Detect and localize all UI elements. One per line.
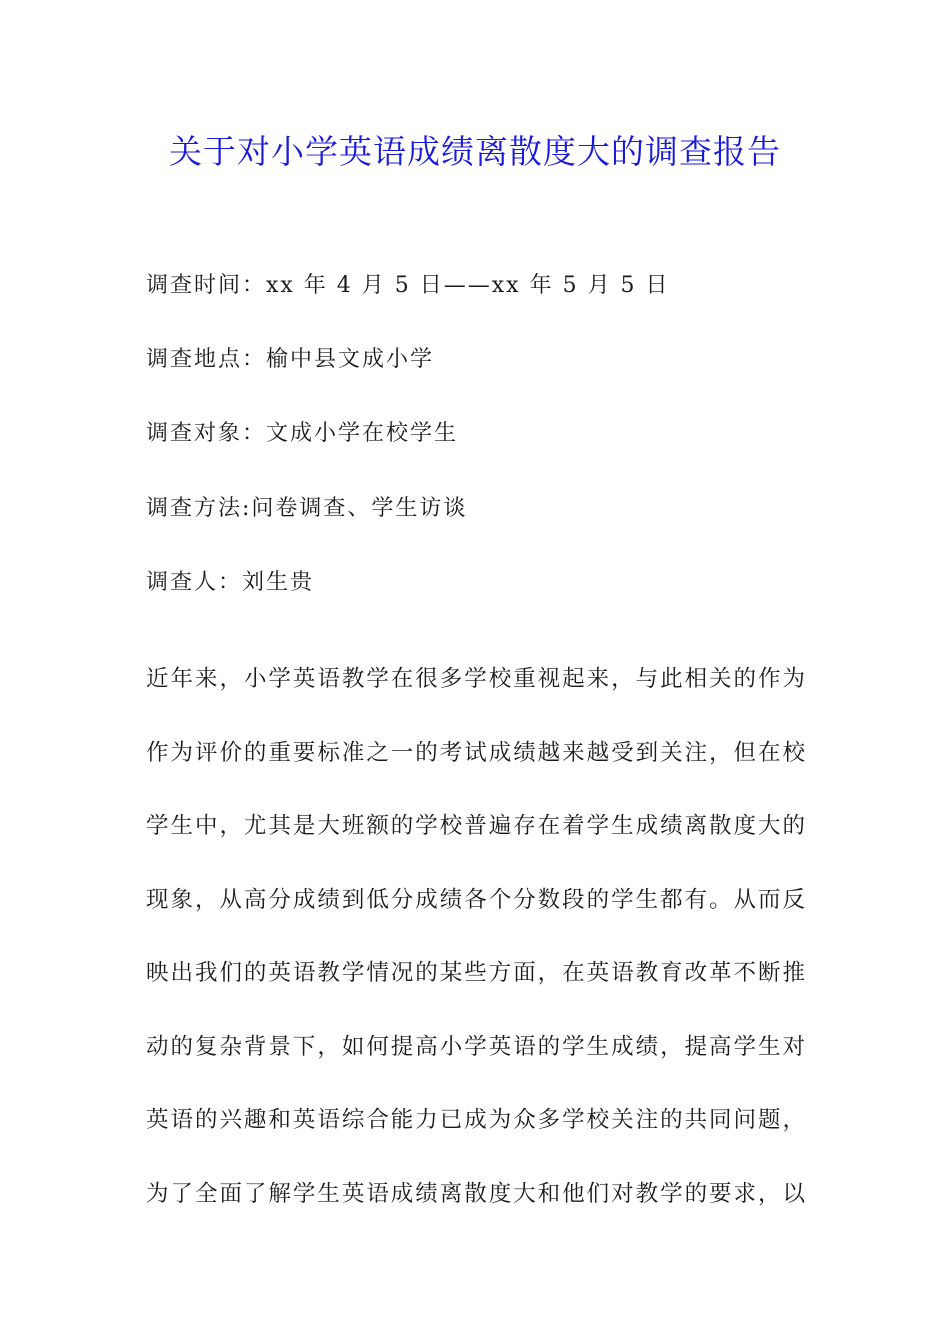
body-paragraph [146, 643, 806, 1231]
body-line: 动的复杂背景下，如何提高小学英语的学生成绩，提高学生对 [146, 1033, 806, 1060]
survey-investigator: 调查人：刘生贵 [146, 570, 315, 595]
survey-time: 调查时间：xx 年 4 月 5 日——xx 年 5 月 5 日 [146, 273, 670, 298]
survey-place: 调查地点：榆中县文成小学 [146, 347, 435, 372]
body-line: 作为评价的重要标准之一的考试成绩越来越受到关注，但在校 [146, 739, 806, 766]
body-line: 为了全面了解学生英语成绩离散度大和他们对教学的要求，以 [146, 1180, 806, 1207]
body-line: 近年来，小学英语教学在很多学校重视起来，与此相关的作为 [146, 666, 806, 692]
body-line: 英语的兴趣和英语综合能力已成为众多学校关注的共同问题， [146, 1107, 806, 1133]
body-line: 学生中，尤其是大班额的学校普遍存在着学生成绩离散度大的 [146, 813, 806, 839]
page-title: 关于对小学英语成绩离散度大的调查报告 [169, 132, 781, 171]
survey-method: 调查方法:问卷调查、学生访谈 [146, 496, 468, 521]
body-line: 映出我们的英语教学情况的某些方面，在英语教育改革不断推 [146, 960, 806, 986]
survey-subject: 调查对象：文成小学在校学生 [146, 421, 459, 446]
body-line: 现象，从高分成绩到低分成绩各个分数段的学生都有。从而反 [146, 886, 806, 913]
